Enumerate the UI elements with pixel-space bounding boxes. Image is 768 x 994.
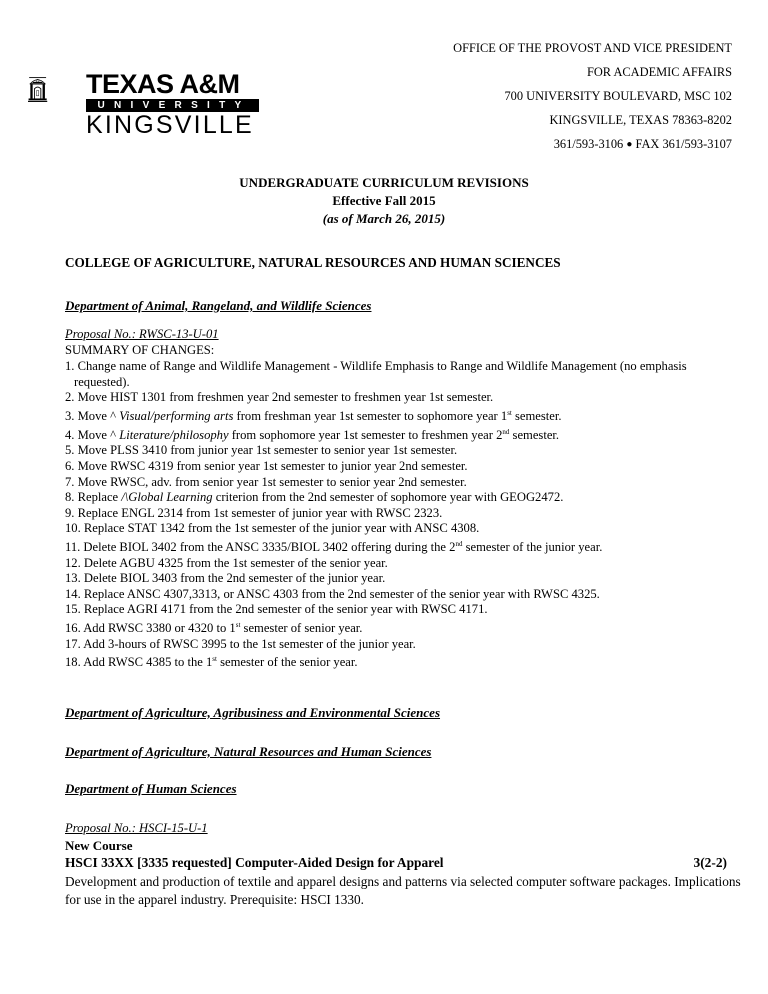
list-item: 9. Replace ENGL 2314 from 1st semester of junior year with RWSC 2323. (65, 505, 443, 520)
course-title-line (65, 855, 727, 871)
list-item: 13. Delete BIOL 3403 from the 2nd semester of the junior year. (65, 571, 386, 586)
document-title: UNDERGRADUATE CURRICULUM REVISIONS (239, 175, 529, 190)
dept-human-sciences: Department of Human Sciences (65, 781, 237, 796)
logo-line-texas-am: TEXAS A&M (86, 69, 240, 99)
list-item: 17. Add 3-hours of RWSC 3995 to the 1st semester of the junior year. (65, 636, 416, 651)
list-item: 10. Replace STAT 1342 from the 1st semester of the junior year with ANSC 4308. (65, 521, 480, 536)
list-item: 3. Move ^ Visual/performing arts from freshman year 1st semester to sophomore year 1st semester. (65, 408, 562, 423)
changes-list (65, 359, 725, 671)
logo-line-kingsville: KINGSVILLE (86, 111, 254, 139)
list-item: 12. Delete AGBU 4325 from the 1st semester of the senior year. (65, 555, 388, 570)
proposal-rwsc: Proposal No.: RWSC-13-U-01 (65, 327, 219, 341)
bullet-icon: ● (626, 139, 633, 150)
list-item: 1. Change name of Range and Wildlife Management - Wildlife Emphasis to Range and Wildlife Management (no emphasis requested). (65, 359, 687, 389)
course-description: Development and production of textile and apparel designs and patterns via selected computer software packages. Implications for use in the apparel industry. Prerequisite: HSCI 1330. (65, 874, 741, 907)
list-item: 4. Move ^ Literature/philosophy from sophomore year 1st semester to freshmen year 2nd semester. (65, 427, 560, 442)
office-phone-fax (312, 132, 732, 156)
course-credits: 3(2-2) (693, 855, 727, 870)
list-item: 6. Move RWSC 4319 from senior year 1st semester to junior year 2nd semester. (65, 458, 468, 473)
as-of-date: (as of March 26, 2015) (322, 211, 446, 226)
college-heading: COLLEGE OF AGRICULTURE, NATURAL RESOURCES AND HUMAN SCIENCES (65, 255, 561, 270)
office-address-block (312, 36, 732, 156)
list-item: 8. Replace /\Global Learning criterion from the 2nd semester of sophomore year with GEOG2472. (65, 490, 564, 505)
list-item: 18. Add RWSC 4385 to the 1st semester of the senior year. (65, 655, 358, 670)
office-line-2: FOR ACADEMIC AFFAIRS (586, 65, 732, 79)
office-line-4: KINGSVILLE, TEXAS 78363-8202 (549, 113, 732, 127)
dept-agriculture-agribusiness: Department of Agriculture, Agribusiness and Environmental Sciences (65, 705, 441, 720)
list-item: 14. Replace ANSC 4307,3313, or ANSC 4303 from the 2nd semester of the senior year with RWSC 4325. (65, 586, 600, 601)
list-item: 5. Move PLSS 3410 from junior year 1st semester to senior year 1st semester. (65, 443, 458, 458)
office-line-1: OFFICE OF THE PROVOST AND VICE PRESIDENT (453, 41, 732, 55)
list-item: 11. Delete BIOL 3402 from the ANSC 3335/BIOL 3402 offering during the 2nd semester of the junior year. (65, 539, 603, 555)
list-item: 7. Move RWSC, adv. from senior year 1st semester to senior year 2nd semester. (65, 474, 467, 489)
course-title: HSCI 33XX [3335 requested] Computer-Aided Design for Apparel (65, 855, 444, 870)
phone-number: 361/593-3106 (553, 137, 624, 151)
summary-label: SUMMARY OF CHANGES: (65, 343, 215, 357)
effective-date: Effective Fall 2015 (332, 193, 436, 208)
new-course-label: New Course (65, 838, 133, 853)
office-line-3: 700 UNIVERSITY BOULEVARD, MSC 102 (504, 89, 732, 103)
logo-line-university: UNIVERSITY (86, 99, 259, 112)
list-item: 16. Add RWSC 3380 or 4320 to 1st semester of senior year. (65, 621, 363, 636)
fax-number: FAX 361/593-3107 (635, 137, 732, 151)
list-item: 2. Move HIST 1301 from freshmen year 2nd semester to freshmen year 1st semester. (65, 390, 494, 405)
list-item: 15. Replace AGRI 4171 from the 2nd semester of the senior year with RWSC 4171. (65, 602, 488, 617)
dept-agriculture-natural-resources: Department of Agriculture, Natural Resources and Human Sciences (65, 744, 432, 759)
dept-animal-rangeland-wildlife: Department of Animal, Rangeland, and Wildlife Sciences (65, 298, 372, 313)
proposal-hsci: Proposal No.: HSCI-15-U-1 (65, 821, 208, 835)
